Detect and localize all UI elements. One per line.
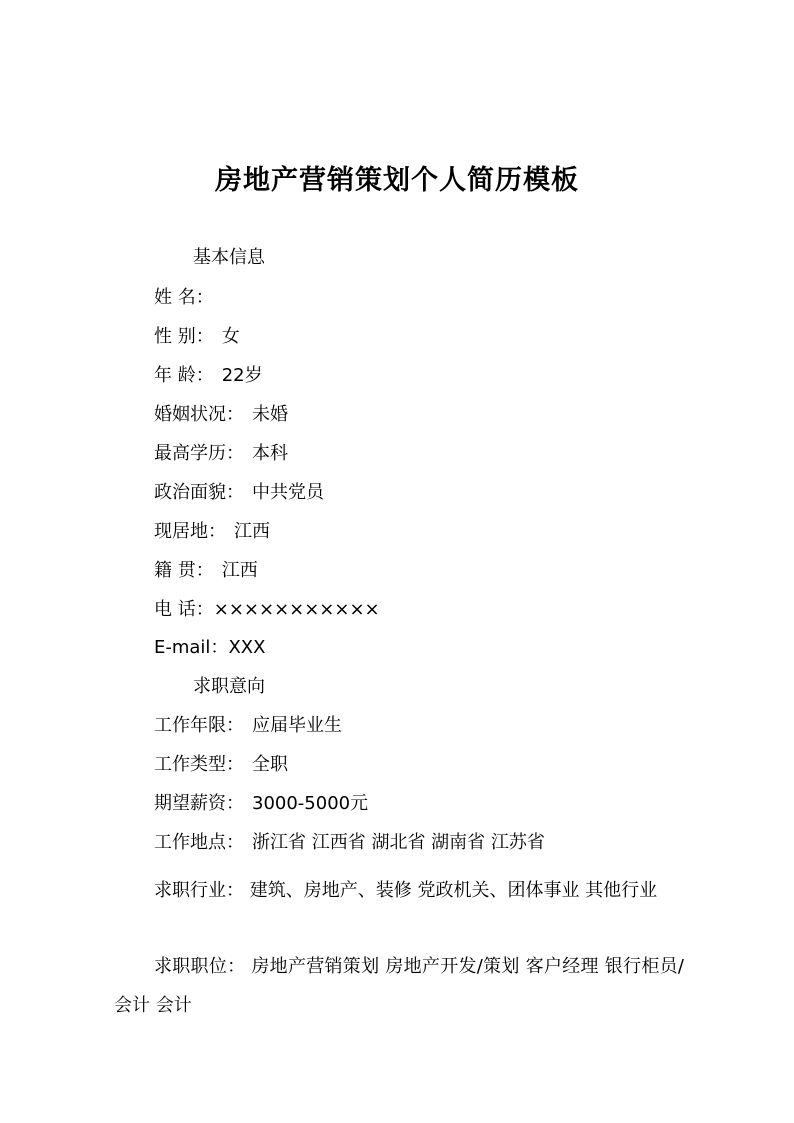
field-work-years [154, 715, 342, 737]
field-label: 婚姻状况： [154, 404, 244, 425]
field-label: 工作地点： [154, 832, 244, 853]
field-label: 性 别： [154, 326, 214, 347]
field-label: 工作年限： [154, 715, 244, 736]
field-value: 未婚 [252, 404, 288, 425]
field-position: 求职职位： 房地产营销策划 房地产开发/策划 客户经理 银行柜员/会计 会计 [114, 956, 684, 1016]
field-value: 本科 [252, 443, 288, 464]
field-value: 3000-5000元 [252, 793, 369, 814]
field-value: 全职 [252, 754, 288, 775]
field-label: 现居地： [154, 521, 226, 542]
field-email [154, 637, 265, 659]
field-native-place [154, 560, 258, 582]
field-work-location [154, 832, 545, 854]
field-phone [154, 599, 380, 621]
field-label: 年 龄： [154, 365, 214, 386]
field-value: 江西 [234, 521, 270, 542]
field-label: 电 话： [154, 599, 214, 620]
field-value: 应届毕业生 [252, 715, 342, 736]
section-heading-job-intent: 求职意向 [193, 676, 265, 697]
field-work-type [154, 754, 288, 776]
field-label: 姓 名： [154, 287, 214, 308]
field-age [154, 365, 263, 387]
field-education [154, 443, 288, 465]
field-political-status [154, 482, 324, 504]
field-value: 中共党员 [252, 482, 324, 503]
field-name [154, 287, 222, 309]
field-value: 22岁 [221, 365, 263, 386]
field-value: ××××××××××× [213, 599, 380, 620]
resume-title: 房地产营销策划个人简历模板 [215, 165, 579, 196]
field-value: XXX [228, 637, 266, 658]
field-label: 期望薪资： [154, 793, 244, 814]
field-gender [154, 326, 240, 348]
section-heading-basic-info: 基本信息 [193, 247, 265, 268]
field-label: 最高学历： [154, 443, 244, 464]
field-industry: 求职行业： 建筑、房地产、装修 党政机关、团体事业 其他行业 [154, 880, 658, 901]
field-value: 浙江省 江西省 湖北省 湖南省 江苏省 [252, 832, 545, 853]
field-label: 政治面貌： [154, 482, 244, 503]
field-expected-salary [154, 793, 368, 815]
field-label: 籍 贯： [154, 560, 214, 581]
field-value: 江西 [221, 560, 258, 581]
field-label: 工作类型： [154, 754, 244, 775]
field-residence [154, 521, 270, 543]
field-marital-status [154, 404, 288, 426]
field-label: E-mail： [154, 637, 229, 658]
field-value: 女 [221, 326, 240, 347]
